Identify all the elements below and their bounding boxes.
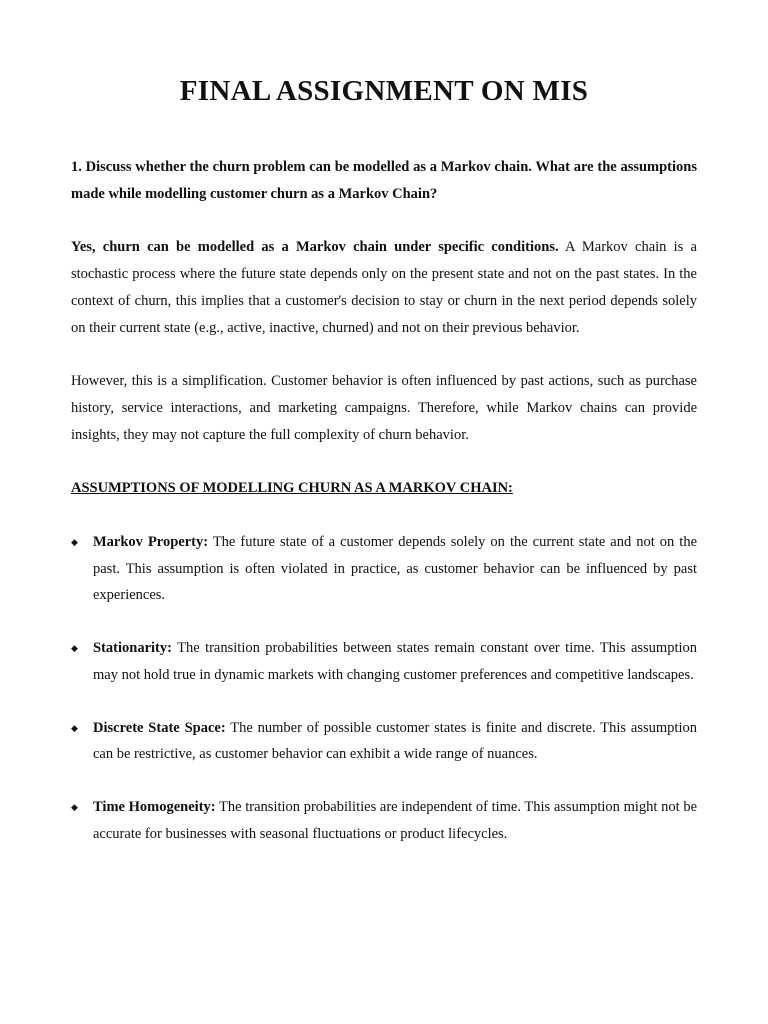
assumption-term: Stationarity:: [93, 640, 172, 657]
assumption-text: The number of possible customer states is finite and discrete. This assumption can be restrictive, as customer behavior can exhibit a wide range of nuances.: [93, 719, 697, 763]
assumption-text: The future state of a customer depends solely on the current state and not on the past. This assumption is often violated in practice, as customer behavior can be influenced by past experiences.: [93, 534, 698, 604]
bullet-diamond-icon: ◆: [71, 801, 78, 812]
list-item: [71, 794, 697, 847]
assumption-term: Markov Property:: [93, 534, 209, 551]
section-heading: ASSUMPTIONS OF MODELLING CHURN AS A MARKOV CHAIN:: [71, 480, 513, 497]
answer-paragraph-2: However, this is a simplification. Customer behavior is often influenced by past actions, such as purchase history, service interactions, and marketing campaigns. Therefore, while Markov chains can provide insights, they may not capture the full complexity of churn behavior.: [71, 373, 697, 443]
bullet-diamond-icon: ◆: [71, 537, 78, 548]
question-text: 1. Discuss whether the churn problem can be modelled as a Markov chain. What are the assumptions made while modelling customer churn as a Markov Chain?: [71, 159, 697, 202]
assumptions-list: [71, 529, 697, 847]
assumption-term: Discrete State Space:: [93, 719, 226, 736]
bullet-diamond-icon: ◆: [71, 722, 78, 733]
page-title: FINAL ASSIGNMENT ON MIS: [179, 75, 589, 107]
list-item: [71, 529, 697, 609]
list-item: [71, 635, 697, 688]
assumption-text: The transition probabilities between states remain constant over time. This assumption may not hold true in dynamic markets with changing customer preferences and competitive landscapes.: [93, 640, 697, 683]
answer-paragraph-1: [71, 234, 697, 341]
assumption-text: The transition probabilities are independent of time. This assumption might not be accurate for businesses with seasonal fluctuations or product lifecycles.: [93, 798, 698, 842]
answer-rest: A Markov chain is a stochastic process where the future state depends only on the present state and not on the past states. In the context of churn, this implies that a customer's decision to stay or churn in the next period depends solely on their current state (e.g., active, inactive, churned) and not on their previous behavior.: [71, 239, 697, 336]
list-item: [71, 715, 697, 768]
answer-lead-bold: Yes, churn can be modelled as a Markov chain under specific conditions.: [71, 239, 559, 256]
assumption-term: Time Homogeneity:: [93, 798, 216, 815]
bullet-diamond-icon: ◆: [71, 643, 78, 654]
